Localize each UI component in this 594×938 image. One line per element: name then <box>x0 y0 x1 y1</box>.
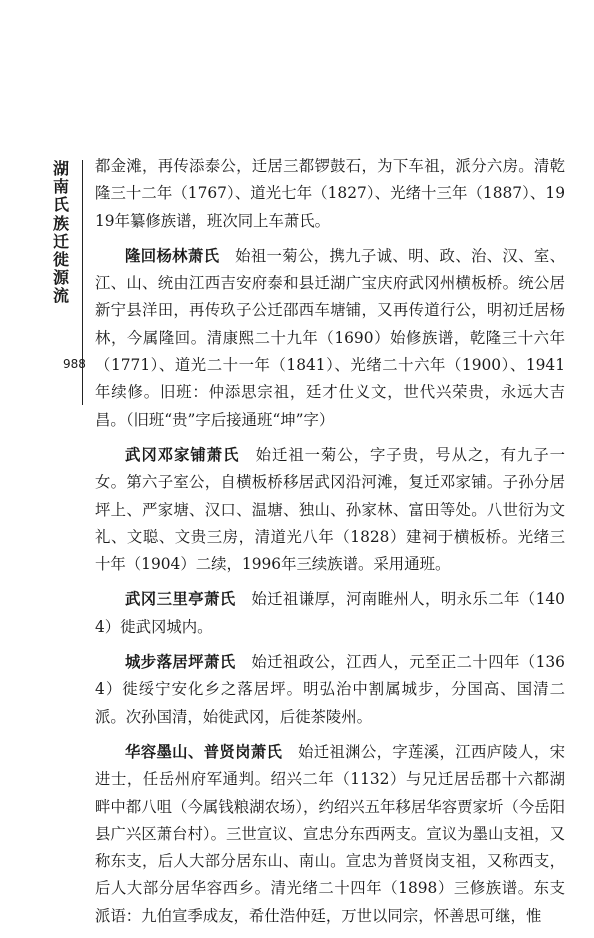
book-title-char: 迁 <box>52 231 69 251</box>
clan-title: 武冈邓家铺萧氏 <box>125 445 240 464</box>
book-title-vertical <box>51 160 71 306</box>
book-title-char: 湖 <box>52 159 69 178</box>
paragraph-text: 始迁祖谦厚，河南睢州人，明永乐二年（1404）徙武冈城内。 <box>95 590 565 636</box>
book-title-char: 族 <box>52 213 69 233</box>
paragraph <box>95 739 565 930</box>
book-title-char: 源 <box>52 268 69 288</box>
paragraph <box>95 153 565 235</box>
main-text <box>95 153 565 938</box>
page-number: 988 <box>63 357 86 371</box>
book-title-char: 徙 <box>52 250 69 270</box>
clan-title: 华容墨山、普贤岗萧氏 <box>125 742 283 761</box>
clan-title: 武冈三里亭萧氏 <box>125 590 236 609</box>
paragraph-text: 始迁祖渊公，字莲溪，江西庐陵人，宋进士，任岳州府军通判。绍兴二年（1132）与兄迁居岳郡十六都湖畔中都八咀（今属钱粮湖农场），约绍兴五年移居华容贾家圻（今岳阳县广兴区萧台村）。三世宣议、宣忠分东西两支。宣议为墨山支祖，又称东支，后人大部分居东山、南山。宣忠为普贤岗支祖，又称西支，后人大部分居华容西乡。清光绪二十四年（1898）三修族谱。东支派语：九伯宣季成友，希仕浩仲廷，万世以同宗，怀善思可继，惟 <box>95 742 565 925</box>
paragraph <box>95 442 565 578</box>
clan-title: 隆回杨林萧氏 <box>125 246 220 265</box>
clan-title: 城步落居坪萧氏 <box>125 653 236 672</box>
book-title-char: 南 <box>52 177 69 197</box>
paragraph-text: 都金滩，再传添泰公，迁居三都锣鼓石，为下车祖，派分六房。清乾隆三十二年（1767）、道光七年（1827）、光绪十三年（1887）、1919年纂修族谱，班次同上车萧氏。 <box>95 157 565 230</box>
book-title-char: 流 <box>52 286 69 306</box>
paragraph <box>95 243 565 434</box>
paragraph <box>95 586 565 641</box>
paragraph-text: 始祖一菊公，携九子诚、明、政、治、汉、室、江、山、统由江西吉安府泰和县迁湖广宝庆府武冈州横板桥。统公居新宁县洋田，再传玖子公迁邵西车塘铺，又再传道行公，明初迁居杨林，今属隆回。清康熙二十九年（1690）始修族谱，乾隆三十六年（1771）、道光二十一年（1841）、光绪二十六年（1900）、1941年续修。旧班：仲添思宗祖，廷才仕义文，世代兴荣贵，永远大吉昌。（旧班“贵”字后接通班“坤”字） <box>95 246 565 429</box>
paragraph-text: 始迁祖一菊公，字子贵，号从之，有九子一女。第六子室公，自横板桥移居武冈沿河滩，复迁邓家铺。子孙分居坪上、严家塘、汉口、温塘、独山、孙家林、富田等处。八世衍为文礼、文聪、文贵三房，清道光八年（1828）建祠于横板桥。光绪三十年（1904）二续，1996年三续族谱。采用通班。 <box>95 445 565 574</box>
book-title-char: 氏 <box>52 195 69 215</box>
paragraph-text: 始迁祖政公，江西人，元至正二十四年（1364）徙绥宁安化乡之落居坪。明弘治中割属城步，分国高、国清二派。次孙国清，始徙武冈，后徙茶陵州。 <box>95 653 565 726</box>
paragraph <box>95 649 565 731</box>
